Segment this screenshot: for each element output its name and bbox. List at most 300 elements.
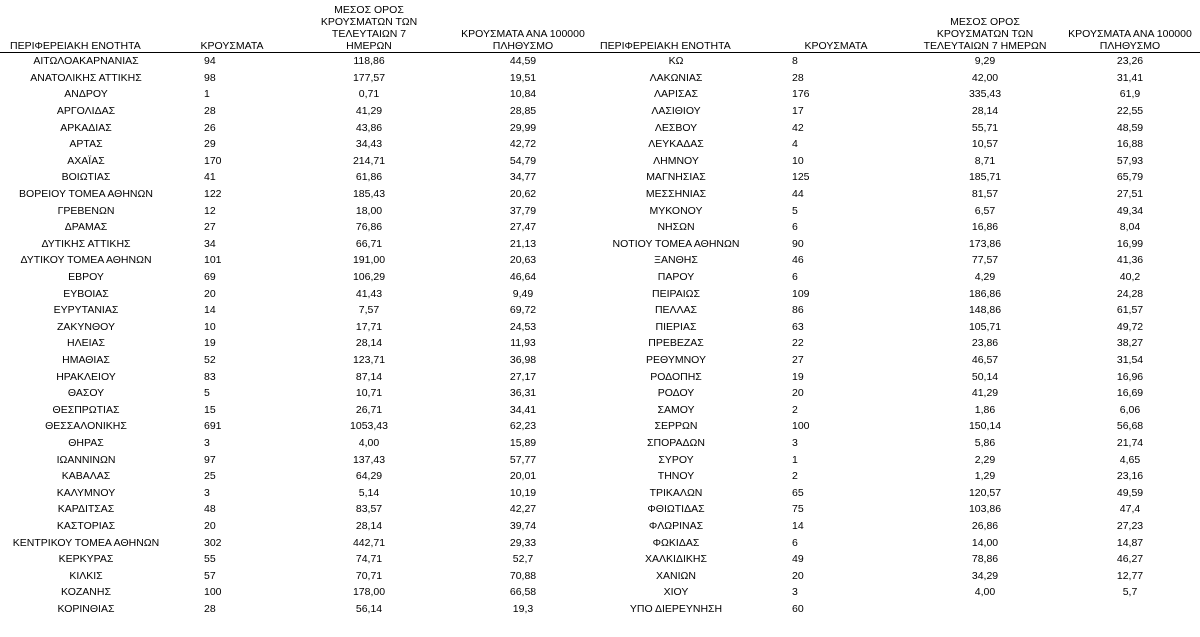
region-cell: ΡΕΘΥΜΝΟΥ [645, 353, 706, 366]
rate-cell: 48,59 [1116, 121, 1144, 134]
avg-cell: 28,14 [971, 105, 999, 118]
region-cell: ΚΑΛΥΜΝΟΥ [56, 486, 116, 499]
table-row [0, 601, 600, 618]
cases-cell: 97 [204, 453, 216, 466]
table-row [0, 501, 600, 518]
region-cell: ΑΡΚΑΔΙΑΣ [60, 121, 112, 134]
table-row [590, 451, 1200, 468]
cases-cell: 125 [792, 171, 810, 184]
avg-cell: 34,43 [355, 138, 383, 151]
table-row [590, 601, 1200, 618]
cases-cell: 17 [792, 105, 804, 118]
cases-cell: 46 [792, 254, 804, 267]
table-row [590, 335, 1200, 352]
avg-cell: 150,14 [968, 420, 1002, 433]
cases-cell: 6 [792, 271, 798, 284]
table-row [0, 352, 600, 369]
region-cell: ΛΕΥΚΑΔΑΣ [648, 138, 704, 151]
avg-cell: 46,57 [971, 353, 999, 366]
region-cell: ΕΒΡΟΥ [68, 271, 104, 284]
region-cell: ΠΕΛΛΑΣ [654, 304, 698, 317]
region-cell: ΚΙΛΚΙΣ [69, 569, 103, 582]
table-row [590, 435, 1200, 452]
table-row [590, 551, 1200, 568]
avg-cell: 7,57 [358, 304, 380, 317]
region-cell: ΚΑΒΑΛΑΣ [61, 470, 111, 483]
rate-cell: 9,49 [512, 287, 534, 300]
table-row [0, 451, 600, 468]
cases-cell: 10 [204, 320, 216, 333]
avg-cell: 66,71 [355, 237, 383, 250]
rate-cell: 16,69 [1116, 387, 1144, 400]
rate-cell: 42,72 [509, 138, 537, 151]
region-cell: ΑΝΔΡΟΥ [64, 88, 108, 101]
cases-cell: 19 [204, 337, 216, 350]
left-header-row [0, 0, 600, 53]
cases-cell: 3 [204, 486, 210, 499]
cases-cell: 20 [204, 519, 216, 532]
region-cell: ΖΑΚΥΝΘΟΥ [56, 320, 115, 333]
header-region: ΠΕΡΙΦΕΡΕΙΑΚΗ ΕΝΟΤΗΤΑ [0, 0, 172, 53]
region-cell: ΓΡΕΒΕΝΩΝ [57, 204, 115, 217]
table-row [590, 70, 1200, 87]
cases-cell: 98 [204, 71, 216, 84]
table-row [0, 368, 600, 385]
table-row [0, 435, 600, 452]
cases-cell: 14 [792, 519, 804, 532]
rate-cell: 21,74 [1116, 436, 1144, 449]
region-cell: ΕΥΒΟΙΑΣ [63, 287, 109, 300]
avg-cell: 103,86 [968, 503, 1002, 516]
cases-cell: 28 [792, 71, 804, 84]
region-cell: ΔΥΤΙΚΗΣ ΑΤΤΙΚΗΣ [41, 237, 131, 250]
avg-cell: 1053,43 [350, 420, 388, 433]
cases-cell: 170 [204, 154, 222, 167]
avg-cell: 34,29 [971, 569, 999, 582]
region-cell: ΔΡΑΜΑΣ [64, 221, 108, 234]
table-row [0, 401, 600, 418]
right-table-body [590, 53, 1200, 618]
cases-cell: 101 [204, 254, 222, 267]
region-cell: ΜΑΓΝΗΣΙΑΣ [646, 171, 706, 184]
avg-cell: 77,57 [971, 254, 999, 267]
avg-cell: 10,71 [355, 387, 383, 400]
table-row [0, 202, 600, 219]
table-row [0, 385, 600, 402]
rate-cell: 41,36 [1116, 254, 1144, 267]
avg-cell: 41,43 [355, 287, 383, 300]
avg-cell: 335,43 [968, 88, 1002, 101]
header-cases: ΚΡΟΥΣΜΑΤΑ [762, 0, 910, 53]
rate-cell: 4,65 [1119, 453, 1141, 466]
table-row [0, 186, 600, 203]
table-row [0, 169, 600, 186]
rate-cell: 20,01 [509, 470, 537, 483]
cases-cell: 10 [792, 154, 804, 167]
region-cell: ΝΗΣΩΝ [657, 221, 695, 234]
rate-cell: 42,27 [509, 503, 537, 516]
avg-cell: 4,00 [358, 436, 380, 449]
region-cell: ΧΑΝΙΩΝ [656, 569, 696, 582]
cases-cell: 3 [204, 436, 210, 449]
cases-cell: 2 [792, 403, 798, 416]
rate-cell: 52,7 [512, 553, 534, 566]
rate-cell: 27,23 [1116, 519, 1144, 532]
cases-cell: 100 [204, 586, 222, 599]
header-rate: ΚΡΟΥΣΜΑΤΑ ΑΝΑ 100000 ΠΛΗΘΥΣΜΟ [446, 0, 600, 53]
cases-cell: 27 [792, 353, 804, 366]
rate-cell: 38,27 [1116, 337, 1144, 350]
table-row [0, 468, 600, 485]
table-row [0, 269, 600, 286]
avg-cell: 118,86 [353, 55, 385, 68]
rate-cell: 44,59 [509, 55, 537, 68]
header-region: ΠΕΡΙΦΕΡΕΙΑΚΗ ΕΝΟΤΗΤΑ [590, 0, 762, 53]
region-cell: ΚΩ [668, 55, 684, 68]
avg-cell: 9,29 [974, 55, 996, 68]
table-row [0, 335, 600, 352]
avg-cell: 42,00 [971, 71, 999, 84]
rate-cell: 8,04 [1119, 221, 1141, 234]
cases-cell: 55 [204, 553, 216, 566]
cases-cell: 63 [792, 320, 804, 333]
cases-cell: 44 [792, 188, 804, 201]
rate-cell: 46,64 [509, 271, 537, 284]
cases-cell: 41 [204, 171, 216, 184]
avg-cell: 76,86 [355, 221, 383, 234]
rate-cell: 34,77 [509, 171, 537, 184]
rate-cell: 11,93 [510, 337, 536, 350]
region-cell: ΔΥΤΙΚΟΥ ΤΟΜΕΑ ΑΘΗΝΩΝ [20, 254, 152, 267]
cases-cell: 6 [792, 221, 798, 234]
table-row [0, 119, 600, 136]
cases-cell: 86 [792, 304, 804, 317]
region-cell: ΚΟΡΙΝΘΙΑΣ [57, 602, 115, 615]
region-cell: ΑΝΑΤΟΛΙΚΗΣ ΑΤΤΙΚΗΣ [30, 71, 142, 84]
region-cell: ΚΕΡΚΥΡΑΣ [58, 553, 114, 566]
table-row [590, 302, 1200, 319]
rate-cell: 14,87 [1116, 536, 1144, 549]
region-cell: ΝΟΤΙΟΥ ΤΟΜΕΑ ΑΘΗΝΩΝ [612, 237, 740, 250]
right-cases-table [590, 0, 1200, 617]
rate-cell: 24,53 [509, 320, 537, 333]
region-cell: ΣΕΡΡΩΝ [654, 420, 698, 433]
cases-cell: 22 [792, 337, 804, 350]
region-cell: ΘΑΣΟΥ [67, 387, 105, 400]
avg-cell: 123,71 [352, 353, 386, 366]
region-cell: ΧΙΟΥ [663, 586, 689, 599]
table-row [0, 153, 600, 170]
avg-cell: 23,86 [971, 337, 999, 350]
cases-cell: 1 [792, 453, 798, 466]
region-cell: ΒΟΡΕΙΟΥ ΤΟΜΕΑ ΑΘΗΝΩΝ [19, 188, 153, 201]
cases-cell: 100 [792, 420, 810, 433]
cases-cell: 25 [204, 470, 216, 483]
region-cell: ΞΑΝΘΗΣ [654, 254, 698, 267]
rate-cell: 70,88 [509, 569, 537, 582]
avg-cell: 185,71 [968, 171, 1002, 184]
avg-cell: 1,86 [974, 403, 996, 416]
rate-cell: 66,58 [509, 586, 537, 599]
table-row [0, 285, 600, 302]
avg-cell: 43,86 [355, 121, 383, 134]
table-row [0, 584, 600, 601]
region-cell: ΣΠΟΡΑΔΩΝ [647, 436, 705, 449]
cases-cell: 48 [204, 503, 216, 516]
avg-cell: 1,29 [974, 470, 996, 483]
table-row [0, 319, 600, 336]
avg-cell: 26,86 [971, 519, 999, 532]
table-row [0, 86, 600, 103]
rate-cell: 37,79 [509, 204, 537, 217]
avg-cell: 177,57 [352, 71, 386, 84]
cases-cell: 57 [204, 569, 216, 582]
avg-cell: 0,71 [358, 88, 380, 101]
region-cell: ΠΙΕΡΙΑΣ [655, 320, 697, 333]
table-row [0, 219, 600, 236]
avg-cell: 70,71 [355, 569, 383, 582]
avg-cell: 214,71 [352, 154, 386, 167]
header-avg: ΜΕΣΟΣ ΟΡΟΣ ΚΡΟΥΣΜΑΤΩΝ ΤΩΝ ΤΕΛΕΥΤΑΙΩΝ 7 ΗΜΕΡΩΝ [292, 0, 446, 53]
cases-cell: 20 [792, 387, 804, 400]
avg-cell: 18,00 [355, 204, 383, 217]
region-cell: ΠΕΙΡΑΙΩΣ [652, 287, 700, 300]
table-row [590, 418, 1200, 435]
table-row [0, 302, 600, 319]
rate-cell: 15,89 [509, 436, 537, 449]
left-cases-table [0, 0, 600, 617]
rate-cell: 16,88 [1116, 138, 1144, 151]
table-row [590, 252, 1200, 269]
avg-cell: 185,43 [352, 188, 386, 201]
rate-cell: 36,98 [509, 353, 537, 366]
cases-cell: 34 [204, 237, 216, 250]
cases-cell: 4 [792, 138, 798, 151]
avg-cell [910, 601, 1060, 618]
avg-cell: 5,86 [974, 436, 996, 449]
left-table-block [0, 0, 600, 617]
avg-cell: 191,00 [352, 254, 386, 267]
cases-cell: 42 [792, 121, 804, 134]
table-row [590, 136, 1200, 153]
table-row [0, 136, 600, 153]
avg-cell: 64,29 [355, 470, 383, 483]
rate-cell: 31,54 [1116, 353, 1144, 366]
region-cell: ΑΙΤΩΛΟΑΚΑΡΝΑΝΙΑΣ [33, 55, 139, 68]
region-cell: ΚΟΖΑΝΗΣ [61, 586, 111, 599]
rate-cell: 65,79 [1116, 171, 1144, 184]
cases-cell: 691 [204, 420, 222, 433]
rate-cell: 69,72 [509, 304, 537, 317]
rate-cell: 61,9 [1119, 88, 1141, 101]
rate-cell: 27,51 [1116, 188, 1144, 201]
table-row [590, 169, 1200, 186]
avg-cell: 16,86 [971, 221, 999, 234]
region-cell: ΜΥΚΟΝΟΥ [649, 204, 703, 217]
table-row [0, 70, 600, 87]
header-avg: ΜΕΣΟΣ ΟΡΟΣ ΚΡΟΥΣΜΑΤΩΝ ΤΩΝ ΤΕΛΕΥΤΑΙΩΝ 7 ΗΜΕΡΩΝ [910, 0, 1060, 53]
cases-cell: 27 [204, 221, 216, 234]
region-cell: ΑΡΓΟΛΙΔΑΣ [56, 105, 116, 118]
region-cell: ΡΟΔΟΥ [657, 387, 695, 400]
region-cell: ΠΑΡΟΥ [657, 271, 695, 284]
cases-cell: 60 [792, 602, 804, 615]
region-cell: ΜΕΣΣΗΝΙΑΣ [645, 188, 707, 201]
rate-cell: 6,06 [1119, 403, 1141, 416]
rate-cell: 27,17 [509, 370, 537, 383]
rate-cell: 47,4 [1119, 503, 1141, 516]
cases-cell: 26 [204, 121, 216, 134]
rate-cell: 24,28 [1116, 287, 1144, 300]
region-cell: ΣΥΡΟΥ [658, 453, 694, 466]
cases-cell: 1 [204, 88, 210, 101]
table-row [590, 584, 1200, 601]
region-cell: ΘΕΣΠΡΩΤΙΑΣ [52, 403, 120, 416]
left-table-body [0, 53, 600, 618]
table-row [590, 468, 1200, 485]
table-row [0, 518, 600, 535]
avg-cell: 178,00 [352, 586, 386, 599]
rate-cell: 16,96 [1116, 370, 1144, 383]
avg-cell: 87,14 [355, 370, 383, 383]
region-cell: ΙΩΑΝΝΙΝΩΝ [56, 453, 116, 466]
region-cell: ΛΑΚΩΝΙΑΣ [649, 71, 703, 84]
rate-cell: 39,74 [509, 519, 537, 532]
table-row [590, 103, 1200, 120]
avg-cell: 173,86 [968, 237, 1002, 250]
region-cell: ΑΡΤΑΣ [69, 138, 103, 151]
avg-cell: 186,86 [968, 287, 1002, 300]
rate-cell: 10,84 [509, 88, 537, 101]
region-cell: ΧΑΛΚΙΔΙΚΗΣ [645, 553, 707, 566]
cases-cell: 20 [204, 287, 216, 300]
region-cell: ΚΕΝΤΡΙΚΟΥ ΤΟΜΕΑ ΑΘΗΝΩΝ [12, 536, 160, 549]
avg-cell: 14,00 [971, 536, 999, 549]
cases-cell: 176 [792, 88, 810, 101]
avg-cell: 55,71 [971, 121, 999, 134]
avg-cell: 61,86 [355, 171, 383, 184]
cases-cell: 69 [204, 271, 216, 284]
rate-cell: 19,51 [509, 71, 537, 84]
table-row [590, 153, 1200, 170]
avg-cell: 81,57 [971, 188, 999, 201]
region-cell: ΛΑΣΙΘΙΟΥ [651, 105, 701, 118]
region-cell: ΛΑΡΙΣΑΣ [654, 88, 698, 101]
avg-cell: 41,29 [355, 105, 383, 118]
cases-cell: 3 [792, 436, 798, 449]
avg-cell: 4,29 [974, 271, 996, 284]
rate-cell: 19,3 [512, 602, 534, 615]
rate-cell: 29,99 [509, 121, 537, 134]
avg-cell: 56,14 [355, 602, 383, 615]
cases-cell: 94 [204, 55, 216, 68]
avg-cell: 8,71 [974, 154, 996, 167]
region-cell: ΗΛΕΙΑΣ [66, 337, 105, 350]
cases-cell: 90 [792, 237, 804, 250]
avg-cell: 148,86 [968, 304, 1002, 317]
table-row [590, 518, 1200, 535]
rate-cell: 23,26 [1116, 55, 1144, 68]
cases-cell: 19 [792, 370, 804, 383]
table-row [590, 401, 1200, 418]
cases-cell: 65 [792, 486, 804, 499]
cases-cell: 122 [204, 188, 222, 201]
region-cell: ΚΑΡΔΙΤΣΑΣ [57, 503, 115, 516]
rate-cell: 40,2 [1119, 271, 1141, 284]
cases-cell: 14 [204, 304, 216, 317]
cases-cell: 2 [792, 470, 798, 483]
rate-cell: 20,63 [509, 254, 537, 267]
region-cell: ΒΟΙΩΤΙΑΣ [61, 171, 111, 184]
cases-cell: 5 [204, 387, 210, 400]
table-row [590, 501, 1200, 518]
rate-cell: 49,72 [1116, 320, 1144, 333]
table-row [590, 368, 1200, 385]
region-cell: ΦΘΙΩΤΙΔΑΣ [647, 503, 705, 516]
table-row [590, 53, 1200, 70]
region-cell: ΡΟΔΟΠΗΣ [650, 370, 702, 383]
region-cell: ΚΑΣΤΟΡΙΑΣ [56, 519, 116, 532]
table-row [590, 567, 1200, 584]
cases-cell: 5 [792, 204, 798, 217]
avg-cell: 442,71 [352, 536, 386, 549]
avg-cell: 105,71 [968, 320, 1002, 333]
rate-cell: 61,57 [1116, 304, 1144, 317]
avg-cell: 26,71 [355, 403, 383, 416]
table-row [0, 418, 600, 435]
table-row [0, 551, 600, 568]
rate-cell: 28,85 [509, 105, 537, 118]
cases-cell: 3 [792, 586, 798, 599]
cases-cell: 28 [204, 602, 216, 615]
cases-cell: 29 [204, 138, 216, 151]
rate-cell: 22,55 [1116, 105, 1144, 118]
table-row [0, 252, 600, 269]
header-cases: ΚΡΟΥΣΜΑΤΑ [172, 0, 292, 53]
region-cell: ΠΡΕΒΕΖΑΣ [648, 337, 704, 350]
cases-cell: 75 [792, 503, 804, 516]
rate-cell: 49,34 [1116, 204, 1144, 217]
cases-cell: 15 [204, 403, 216, 416]
table-row [590, 534, 1200, 551]
rate-cell: 31,41 [1116, 71, 1144, 84]
region-cell: ΗΡΑΚΛΕΙΟΥ [56, 370, 116, 383]
avg-cell: 74,71 [355, 553, 383, 566]
table-row [590, 352, 1200, 369]
table-row [0, 53, 600, 70]
table-row [0, 236, 600, 253]
right-header-row [590, 0, 1200, 53]
rate-cell: 57,77 [509, 453, 537, 466]
cases-cell: 52 [204, 353, 216, 366]
rate-cell: 34,41 [509, 403, 537, 416]
region-cell: ΕΥΡΥΤΑΝΙΑΣ [53, 304, 119, 317]
avg-cell: 6,57 [974, 204, 996, 217]
avg-cell: 83,57 [355, 503, 383, 516]
table-row [0, 534, 600, 551]
cases-cell: 12 [204, 204, 216, 217]
rate-cell: 57,93 [1116, 154, 1144, 167]
rate-cell: 62,23 [509, 420, 537, 433]
table-row [590, 319, 1200, 336]
table-row [0, 567, 600, 584]
region-cell: ΛΗΜΝΟΥ [653, 154, 699, 167]
cases-cell: 49 [792, 553, 804, 566]
region-cell: ΥΠΟ ΔΙΕΡΕΥΝΗΣΗ [629, 602, 723, 615]
avg-cell: 137,43 [352, 453, 386, 466]
cases-cell: 6 [792, 536, 798, 549]
table-row [0, 103, 600, 120]
